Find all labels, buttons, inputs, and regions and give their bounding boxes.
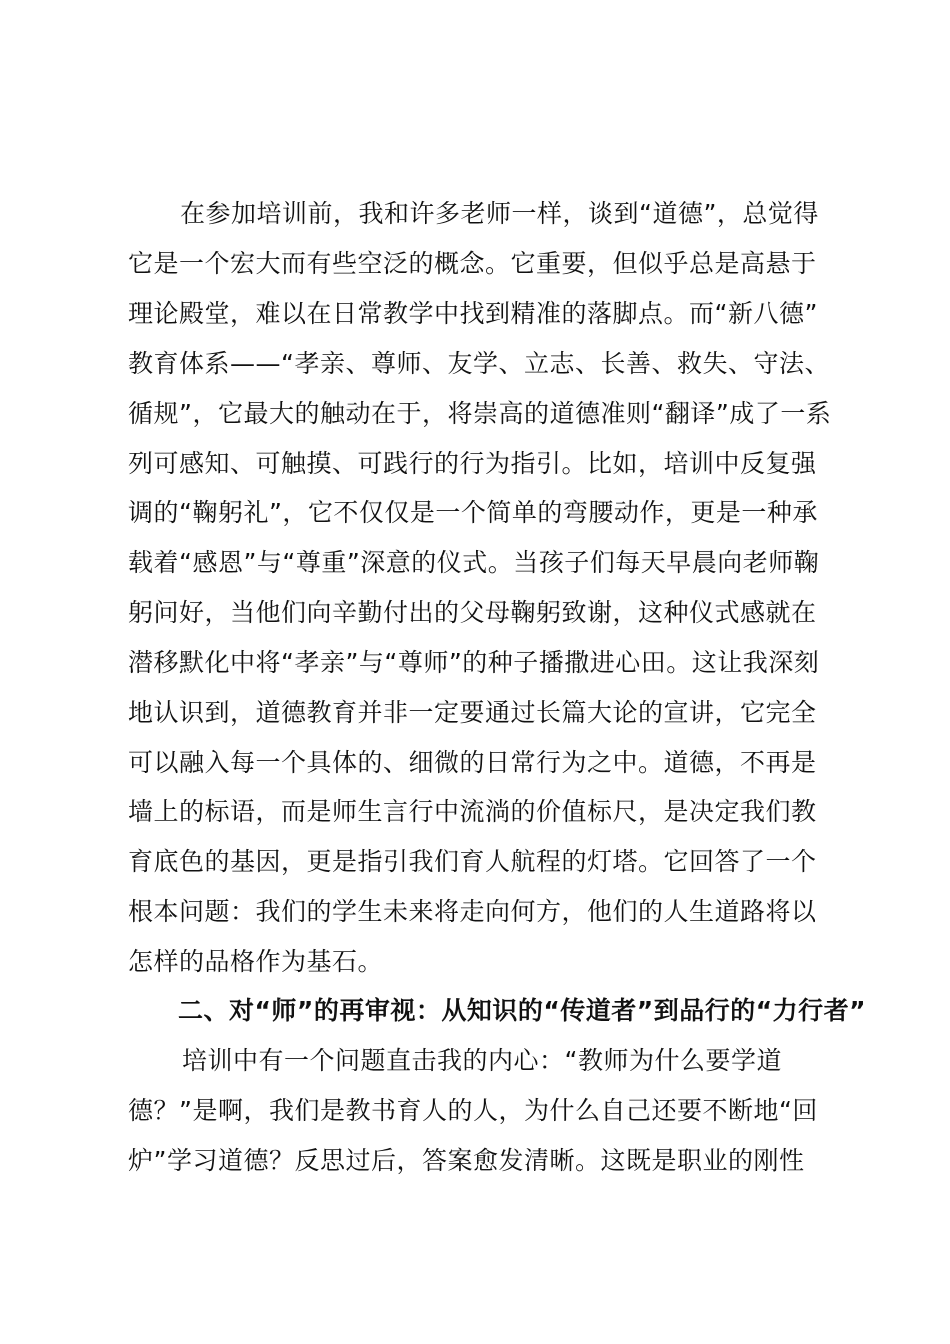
line-text: 在参加培训前，我和许多老师一样，谈到“道德”，总觉得: [180, 199, 819, 228]
paragraph-line: [0, 792, 950, 832]
paragraph-line: [0, 892, 950, 932]
line-text: 炉”学习道德？反思过后，答案愈发清晰。这既是职业的刚性: [128, 1146, 805, 1175]
heading-text: 二、对“师”的再审视：从知识的“传道者”到品行的“力行者”: [178, 996, 867, 1025]
line-text: 教育体系——“孝亲、尊师、友学、立志、长善、救失、守法、: [128, 349, 830, 378]
line-text: 德？”是啊，我们是教书育人的人，为什么自己还要不断地“回: [128, 1096, 818, 1125]
paragraph-line: [0, 294, 950, 334]
paragraph-line: [0, 444, 950, 484]
paragraph-line: [0, 244, 950, 284]
line-text: 躬问好，当他们向辛勤付出的父母鞠躬致谢，这种仪式感就在: [128, 598, 817, 627]
paragraph-line: [0, 394, 950, 434]
line-text: 循规”，它最大的触动在于，将崇高的道德准则“翻译”成了一系: [128, 399, 832, 428]
paragraph-line: [0, 1091, 950, 1131]
paragraph-line: [0, 842, 950, 882]
line-text: 调的“鞠躬礼”，它不仅仅是一个简单的弯腰动作，更是一种承: [128, 498, 818, 527]
line-text: 怎样的品格作为基石。: [128, 947, 384, 976]
paragraph-line: [0, 693, 950, 733]
paragraph-line: [0, 743, 950, 783]
paragraph-line: [0, 593, 950, 633]
section-heading: [0, 991, 950, 1031]
line-text: 根本问题：我们的学生未来将走向何方，他们的人生道路将以: [128, 897, 817, 926]
paragraph-line: [0, 643, 950, 683]
paragraph-line: [0, 344, 950, 384]
line-text: 载着“感恩”与“尊重”深意的仪式。当孩子们每天早晨向老师鞠: [128, 548, 820, 577]
line-text: 培训中有一个问题直击我的内心：“教师为什么要学道: [182, 1046, 782, 1075]
paragraph-line: [0, 1041, 950, 1081]
paragraph-line: [0, 543, 950, 583]
line-text: 可以融入每一个具体的、细微的日常行为之中。道德，不再是: [128, 748, 817, 777]
line-text: 地认识到，道德教育并非一定要通过长篇大论的宣讲，它完全: [128, 698, 817, 727]
paragraph-line: [0, 194, 950, 234]
line-text: 育底色的基因，更是指引我们育人航程的灯塔。它回答了一个: [128, 847, 817, 876]
line-text: 墙上的标语，而是师生言行中流淌的价值标尺，是决定我们教: [128, 797, 817, 826]
paragraph-line: [0, 1141, 950, 1181]
paragraph-line: [0, 493, 950, 533]
line-text: 理论殿堂，难以在日常教学中找到精准的落脚点。而“新八德”: [128, 299, 818, 328]
line-text: 潜移默化中将“孝亲”与“尊师”的种子播撒进心田。这让我深刻: [128, 648, 820, 677]
line-text: 列可感知、可触摸、可践行的行为指引。比如，培训中反复强: [128, 449, 817, 478]
line-text: 它是一个宏大而有些空泛的概念。它重要，但似乎总是高悬于: [128, 249, 817, 278]
paragraph-line: [0, 942, 950, 982]
